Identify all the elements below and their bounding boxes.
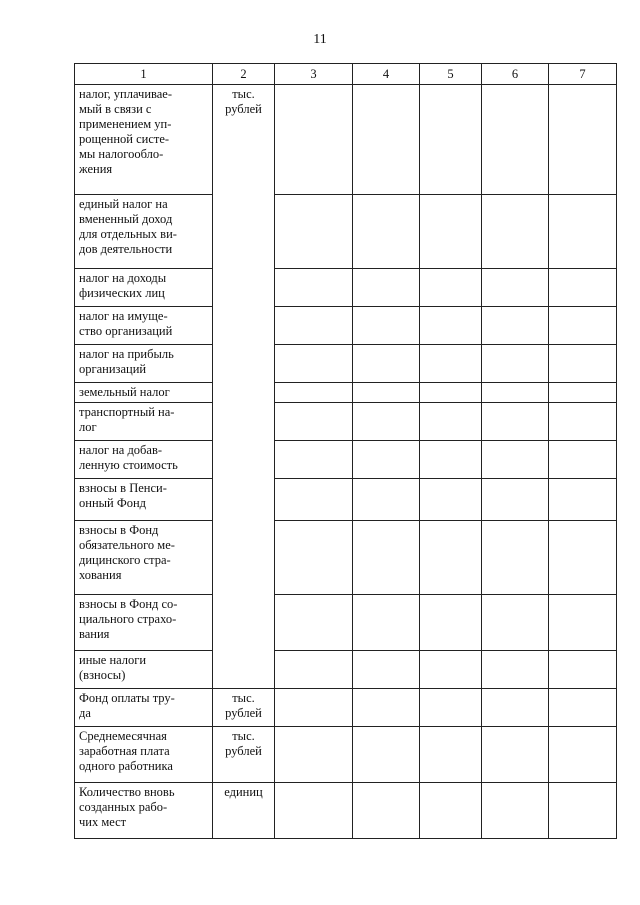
value-cell xyxy=(549,403,617,441)
value-cell xyxy=(549,307,617,345)
row-label: налог на доходы физических лиц xyxy=(75,269,213,307)
value-cell xyxy=(482,727,549,783)
value-cell xyxy=(549,195,617,269)
value-cell xyxy=(482,441,549,479)
table-row xyxy=(75,783,617,839)
table-row xyxy=(75,689,617,727)
value-cell xyxy=(482,595,549,651)
value-cell xyxy=(353,727,420,783)
value-cell xyxy=(420,651,482,689)
value-cell xyxy=(275,689,353,727)
value-cell xyxy=(275,269,353,307)
unit-cell xyxy=(213,441,275,479)
value-cell xyxy=(275,479,353,521)
table-row xyxy=(75,441,617,479)
value-cell xyxy=(420,479,482,521)
value-cell xyxy=(482,783,549,839)
row-label: Количество вновь созданных рабо- чих мест xyxy=(75,783,213,839)
value-cell xyxy=(353,689,420,727)
value-cell xyxy=(353,403,420,441)
unit-cell: единиц xyxy=(213,783,275,839)
row-label: взносы в Пенси- онный Фонд xyxy=(75,479,213,521)
value-cell xyxy=(482,383,549,403)
column-header: 4 xyxy=(353,64,420,85)
row-label: взносы в Фонд со- циального страхо- вания xyxy=(75,595,213,651)
row-label: единый налог на вмененный доход для отдельных ви- дов деятельности xyxy=(75,195,213,269)
value-cell xyxy=(353,441,420,479)
unit-cell xyxy=(213,269,275,307)
unit-cell xyxy=(213,521,275,595)
value-cell xyxy=(353,783,420,839)
value-cell xyxy=(353,345,420,383)
unit-cell xyxy=(213,307,275,345)
value-cell xyxy=(275,85,353,195)
row-label: взносы в Фонд обязательного ме- дицинского стра- хования xyxy=(75,521,213,595)
value-cell xyxy=(549,85,617,195)
value-cell xyxy=(420,783,482,839)
value-cell xyxy=(482,307,549,345)
value-cell xyxy=(353,269,420,307)
value-cell xyxy=(420,521,482,595)
value-cell xyxy=(420,727,482,783)
value-cell xyxy=(420,403,482,441)
value-cell xyxy=(549,345,617,383)
value-cell xyxy=(275,383,353,403)
value-cell xyxy=(482,479,549,521)
unit-cell xyxy=(213,651,275,689)
value-cell xyxy=(275,403,353,441)
unit-cell xyxy=(213,403,275,441)
value-cell xyxy=(275,307,353,345)
row-label: налог, уплачивае- мый в связи с применением уп- рощенной систе- мы налогообло- жения xyxy=(75,85,213,195)
value-cell xyxy=(420,307,482,345)
value-cell xyxy=(420,269,482,307)
value-cell xyxy=(420,441,482,479)
table-row xyxy=(75,85,617,195)
table-row xyxy=(75,403,617,441)
value-cell xyxy=(275,651,353,689)
column-header: 1 xyxy=(75,64,213,85)
value-cell xyxy=(353,383,420,403)
row-label: транспортный на- лог xyxy=(75,403,213,441)
column-header: 5 xyxy=(420,64,482,85)
value-cell xyxy=(549,479,617,521)
column-header: 3 xyxy=(275,64,353,85)
row-label: налог на прибыль организаций xyxy=(75,345,213,383)
value-cell xyxy=(482,521,549,595)
unit-cell: тыс. рублей xyxy=(213,727,275,783)
value-cell xyxy=(420,85,482,195)
row-label: земельный налог xyxy=(75,383,213,403)
page-number: 11 xyxy=(313,32,327,47)
value-cell xyxy=(482,85,549,195)
value-cell xyxy=(482,195,549,269)
value-cell xyxy=(275,595,353,651)
value-cell xyxy=(549,727,617,783)
unit-cell xyxy=(213,595,275,651)
value-cell xyxy=(275,783,353,839)
value-cell xyxy=(353,479,420,521)
value-cell xyxy=(549,783,617,839)
value-cell xyxy=(353,521,420,595)
unit-cell xyxy=(213,345,275,383)
value-cell xyxy=(353,651,420,689)
value-cell xyxy=(482,345,549,383)
value-cell xyxy=(549,689,617,727)
row-label: налог на имуще- ство организаций xyxy=(75,307,213,345)
value-cell xyxy=(549,383,617,403)
value-cell xyxy=(420,383,482,403)
table-row xyxy=(75,269,617,307)
value-cell xyxy=(353,85,420,195)
value-cell xyxy=(482,689,549,727)
row-label: налог на добав- ленную стоимость xyxy=(75,441,213,479)
row-label: иные налоги (взносы) xyxy=(75,651,213,689)
table-row xyxy=(75,727,617,783)
value-cell xyxy=(549,595,617,651)
table-row xyxy=(75,521,617,595)
value-cell xyxy=(353,307,420,345)
unit-cell: тыс. рублей xyxy=(213,689,275,727)
value-cell xyxy=(549,651,617,689)
table-row xyxy=(75,383,617,403)
header-row xyxy=(75,64,617,85)
table-row xyxy=(75,479,617,521)
value-cell xyxy=(353,195,420,269)
unit-cell: тыс. рублей xyxy=(213,85,275,195)
data-table xyxy=(74,63,617,839)
value-cell xyxy=(420,595,482,651)
row-label: Фонд оплаты тру- да xyxy=(75,689,213,727)
row-label: Среднемесячная заработная плата одного работника xyxy=(75,727,213,783)
value-cell xyxy=(420,195,482,269)
column-header: 7 xyxy=(549,64,617,85)
table-row xyxy=(75,345,617,383)
table-row xyxy=(75,195,617,269)
column-header: 6 xyxy=(482,64,549,85)
unit-cell xyxy=(213,383,275,403)
value-cell xyxy=(549,521,617,595)
value-cell xyxy=(353,595,420,651)
value-cell xyxy=(482,403,549,441)
value-cell xyxy=(275,521,353,595)
value-cell xyxy=(275,441,353,479)
unit-cell xyxy=(213,195,275,269)
table-row xyxy=(75,307,617,345)
value-cell xyxy=(275,345,353,383)
table-row xyxy=(75,651,617,689)
value-cell xyxy=(482,651,549,689)
value-cell xyxy=(420,689,482,727)
value-cell xyxy=(275,727,353,783)
value-cell xyxy=(420,345,482,383)
column-header: 2 xyxy=(213,64,275,85)
unit-cell xyxy=(213,479,275,521)
value-cell xyxy=(549,269,617,307)
value-cell xyxy=(482,269,549,307)
table-row xyxy=(75,595,617,651)
value-cell xyxy=(275,195,353,269)
value-cell xyxy=(549,441,617,479)
